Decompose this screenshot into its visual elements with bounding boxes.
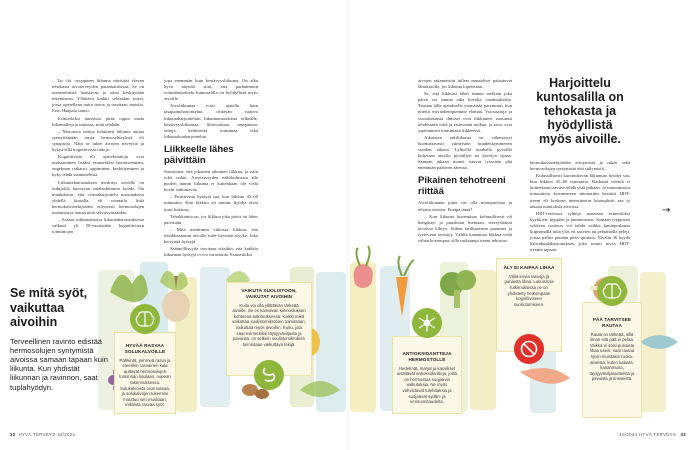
section-heading: Liikkeelle lähes päivittäin <box>164 143 234 166</box>
paragraph: hermokasvutekijöiden erittymistä ja tukee sekä hermosolujen syntymistä että säilymistä. <box>530 160 630 172</box>
card-body: Kuitu voi olla yllättävän tärkeää aivoille. Se on kasvavan kiinnostuksen kohteena tutkimuksessa. Kaikki mikä vaikuttaa suolistomikrobien toimintaan, vaikuttaa myös aivoihin. Kuitu, jota saat esimerkiksi täysjyväviljasta ja pavuista, on selkein suolistomikrobien toimintaan vaikuttava tekijä. <box>232 302 306 347</box>
card-body: Väliä kovia rasvoja ja punaista lihaa. Lukuisissa tutkimuksissa ne on yhdistetty heikompaan kognitiiviseen suoriutumiseen. <box>504 273 554 307</box>
paragraph: Se, että liikkuisi lähes tunnin melkein joka päivä voi tuntua aika kovalta vaatimukselta. Taustan tälle ajatukselle ymmärtää paremmin, kun miettii esivanhempiemme elämää. Vuosisatoja ja vuosituhansia ihmiset ovat liikkuneet runsaasti tehdessään töitä ja etsiessään ruokaa, ja aivot ovat sopeutuneet toimimaan liikkeessä. <box>418 91 512 133</box>
paragraph: Suosittaan, että jokainen aikuinen liikkuu, ja näin tokii onkin. Aivoterveyden näkökulmasta alle puolen tunnin liikunta ei kuitenkaan ole vielä kovin vaikuttavaa. <box>164 168 258 193</box>
paragraph: – Tai chi -tyyppinen liikunta näyttäisi olevan tehokasta aivoterveyden parantamisessa. Se on menetelmistä haastavaa ja siinä keskitytään tekemiseen. Yllättävä kaikki selitetään totesi, jossa opetellaan uutta tietoa ja tarvitaan muistia, Eero Haapala sanoo. <box>52 78 144 114</box>
info-card-antioxidants <box>392 336 462 414</box>
footer-publication: 10/2024 HYVÄ TERVEYS <box>619 432 676 437</box>
paragraph: – Positiivisia hyötyjä saa, kun liikkuu 45–60 minuuttia. Kun liikkuu yli tunnin, hyödyt eivät juuri lisäänny. <box>164 194 258 212</box>
sidebar-title: Se mitä syöt, vaikuttaa aivoihin <box>10 286 88 329</box>
article-column-1 <box>52 78 144 236</box>
card-title: PÄÄ TARVITSEE RAUTAA <box>592 317 632 328</box>
paragraph: Säännöllisyyttä tarvitaan siksikin, että kaikkia liikunnan hyötyjä ei voi varastoida. Esimerkiksi <box>164 246 258 258</box>
pull-quote: Harjoittelu kuntosalilla on tehokasta ja hyödyllistä myös aivoille. <box>536 76 624 146</box>
paragraph: HIIT-treenissä tyhtejä nonetaan esimerkiksi kyykkien, hyppien ja punnerrusen. Samaan tyyppisen sykkeen nostoon voi tehdä vaikka kuntopotlunaa kiipeämällä mitä ylös ett saavien tai pelaamalla peleji, joissa palloe pettään pitää spurtata. Nivalta 36 hyydä kahvakuulaharjoituksen, joka toimii myös HIIT-treenin tapaan. <box>530 210 630 253</box>
brain-icon <box>597 276 627 306</box>
paragraph: Tehokkainta on, jos liikkuu joka päivä tai lähes päivittäin. <box>164 213 258 225</box>
page-number: 33 <box>680 432 686 437</box>
paragraph: Aivoliikunnan pitää siis olla monipuolista ja tehoisa useiten. Entäpä tämä? <box>418 200 512 212</box>
paragraph: Aikuisten arkiliikunta on vähentynyt huomattavasti viimeisten kuudenkymmenen vuoden aikana. Lyhyellä matkalla pyörällä kuljetaan autolla pyörällyn tai kävelyn sijaan. Samaan aikaan monet istuvat työssään yhä enemmän päätteen ääressä. <box>418 134 512 171</box>
info-card-fats <box>114 332 176 414</box>
nerve-cell-icon <box>412 308 442 338</box>
article-column-3 <box>418 78 512 245</box>
continue-arrow-icon: → <box>662 205 671 216</box>
card-body: Hedelmät, marjat ja kasvikset sisältävät antioksidantteja, joilla on hermostoa suojaavia vaikutuksia. Ne myös vahvistavat tulehduksia ja suojaavat sydän- ja verisuonitaudelta. <box>397 365 457 405</box>
paragraph: Kohtuullisesti kuormittavan liikunnan hyödyt saa, kun liikkuu 45–60 minuuttia. Raskasta treeniä ei kuitenkaan tarvitse tehdä yhtä pitkään. Jo muutamassa minuutissa kymmeneen minuuttiin kestävä HIIT-treeni eli korkean intensiteetin kuntoplirtti saa jo aikaan muutoksia aivoissa. <box>530 173 630 209</box>
paragraph: Liikuntaharrastuksen merkitys aivoille on tutkijoilla kasvavan mielenkiinnon kohde. On muuhdoittu, että voimaharjoittelu nuoruudessa yhdellä kiusalla, eli voimailu lisää hermokasvutekijöiden erityisesti hermosolujen tuotantoa ja auttaa niitä selviytymäänkin. <box>52 179 144 215</box>
page-number: 32 <box>10 432 16 437</box>
footer-right <box>619 432 686 437</box>
paragraph: – Motorisia taitoja kehittävä liikunta auttaa synnyttämään uusia hermosyhteyksiä eli synapseja. Näin se tukee aivojen terveyttä ja kykyä sillä kognitiivisia taitoja. <box>52 128 144 153</box>
card-title: HYVÄÄ RASVAA SOLUKALVOILLE <box>124 343 166 354</box>
card-title: ANTIOKSIDANTTEJA HERMOSTOLLE <box>402 351 452 362</box>
paragraph: – Mitä useammin viikossa liikkuu, sitä tehokkaammin aivoille tulee hyvinen äryyke. Joka kerrytetä hyötyjä. <box>164 226 258 244</box>
paragraph: Aivoliikuntaa voisi ajatella kuin tasapainoharjoittelua, riittävän vaativa liikuntaharjoitteluin liikuntamuodoista selkeälle, kestävyysliikuntaa, lihasvoimaa, tasapainoa, taitoja kehittävää toimintaa eikä liikuntakonharjoittelua. <box>164 103 258 139</box>
paragraph: Esimerkiksi tanssissa pitää oppia uusia liikemalleja ja muistaa, mitä tehdään. <box>52 115 144 127</box>
paragraph: jopa enemmän kuin kestävyysliikunta. On alka hyvä näyttää siitä, että parhaimmin voimaharjoittelu kuntosalilla on hyödyllistä myös aivoille. <box>164 78 258 102</box>
card-title: ÄLY EI KAIPAA LIHAA <box>503 265 555 270</box>
info-card-iron <box>582 302 642 418</box>
paragraph: – Erääsä tutkimuksessa liikuntaharrastuksesta valkuiti yli 50-vuotiaiden kognitiivisten toimintojen <box>52 217 144 235</box>
brain-icon <box>130 304 160 334</box>
footer-left <box>10 432 75 437</box>
paragraph: Kognitiivisia eli ajattelutaitoja ovat muistaminen lisäksi esimerkiksi havaitseminen, ongelman ratkaisu, oppiminen, keskittyminen ja kyky tehdä suunnitelmia. <box>52 154 144 178</box>
card-title: VAIKUTA SUOLISTOON, VAIKUTAT AIVOIHIN <box>241 288 297 299</box>
sidebar-intro <box>10 286 110 392</box>
card-body: Rauta on tärkeää, sillä ilman sitä pää ei pelaa. Vaikka ei söisi punaista lihaa usein, saat rautaa hyvin muistakin ruoka-aineista, kuten kalasta, kananmuna, täysjyväviljatuotteista ja pavuista ja linsseistä. <box>589 331 635 382</box>
footer-publication: HYVÄ TERVEYS 10/2024 <box>18 432 76 437</box>
paragraph: aivojen rakenteisiin tulleet muutokset palautuvat lähtötasolle, jos liikunta lopetetaan. <box>418 78 512 90</box>
card-body: Pähkinät, pehmeä rasva ja eteerikin rasvainen kala auttavat hermosolujen toiminnan kaulaan, nopean rakennuksessa. Solukalvoista ovat rasvaa, ja solukalvojen tukemine muuttuu sen muukaan, millaista rasvaa syöt. <box>119 357 171 408</box>
no-meat-icon <box>514 334 544 364</box>
paragraph: – Kun liikunta kuormittaa kohtuullisesti eli hengästyt ja puuskutat hiemaan, terveyshaitat aivoissa kilttyy. Siihen tarilkaavuun parannet ja tyytevemt terästyy. Välillä kannattaa liikkua vielä vähän kovempaa, sillä raskaampi treeni tehostaa <box>418 213 512 243</box>
section-heading: Pikainen tehotreeni riittää <box>418 175 506 198</box>
sidebar-subtitle: Terveellinen ravinto edistää hermosolujen syntymistä aivoissa samaan tapaan kuin liikunta. Kun yhdistät liikunnan ja ravinnon, saat tuplahyödyn. <box>10 336 108 392</box>
gut-icon <box>254 360 284 390</box>
